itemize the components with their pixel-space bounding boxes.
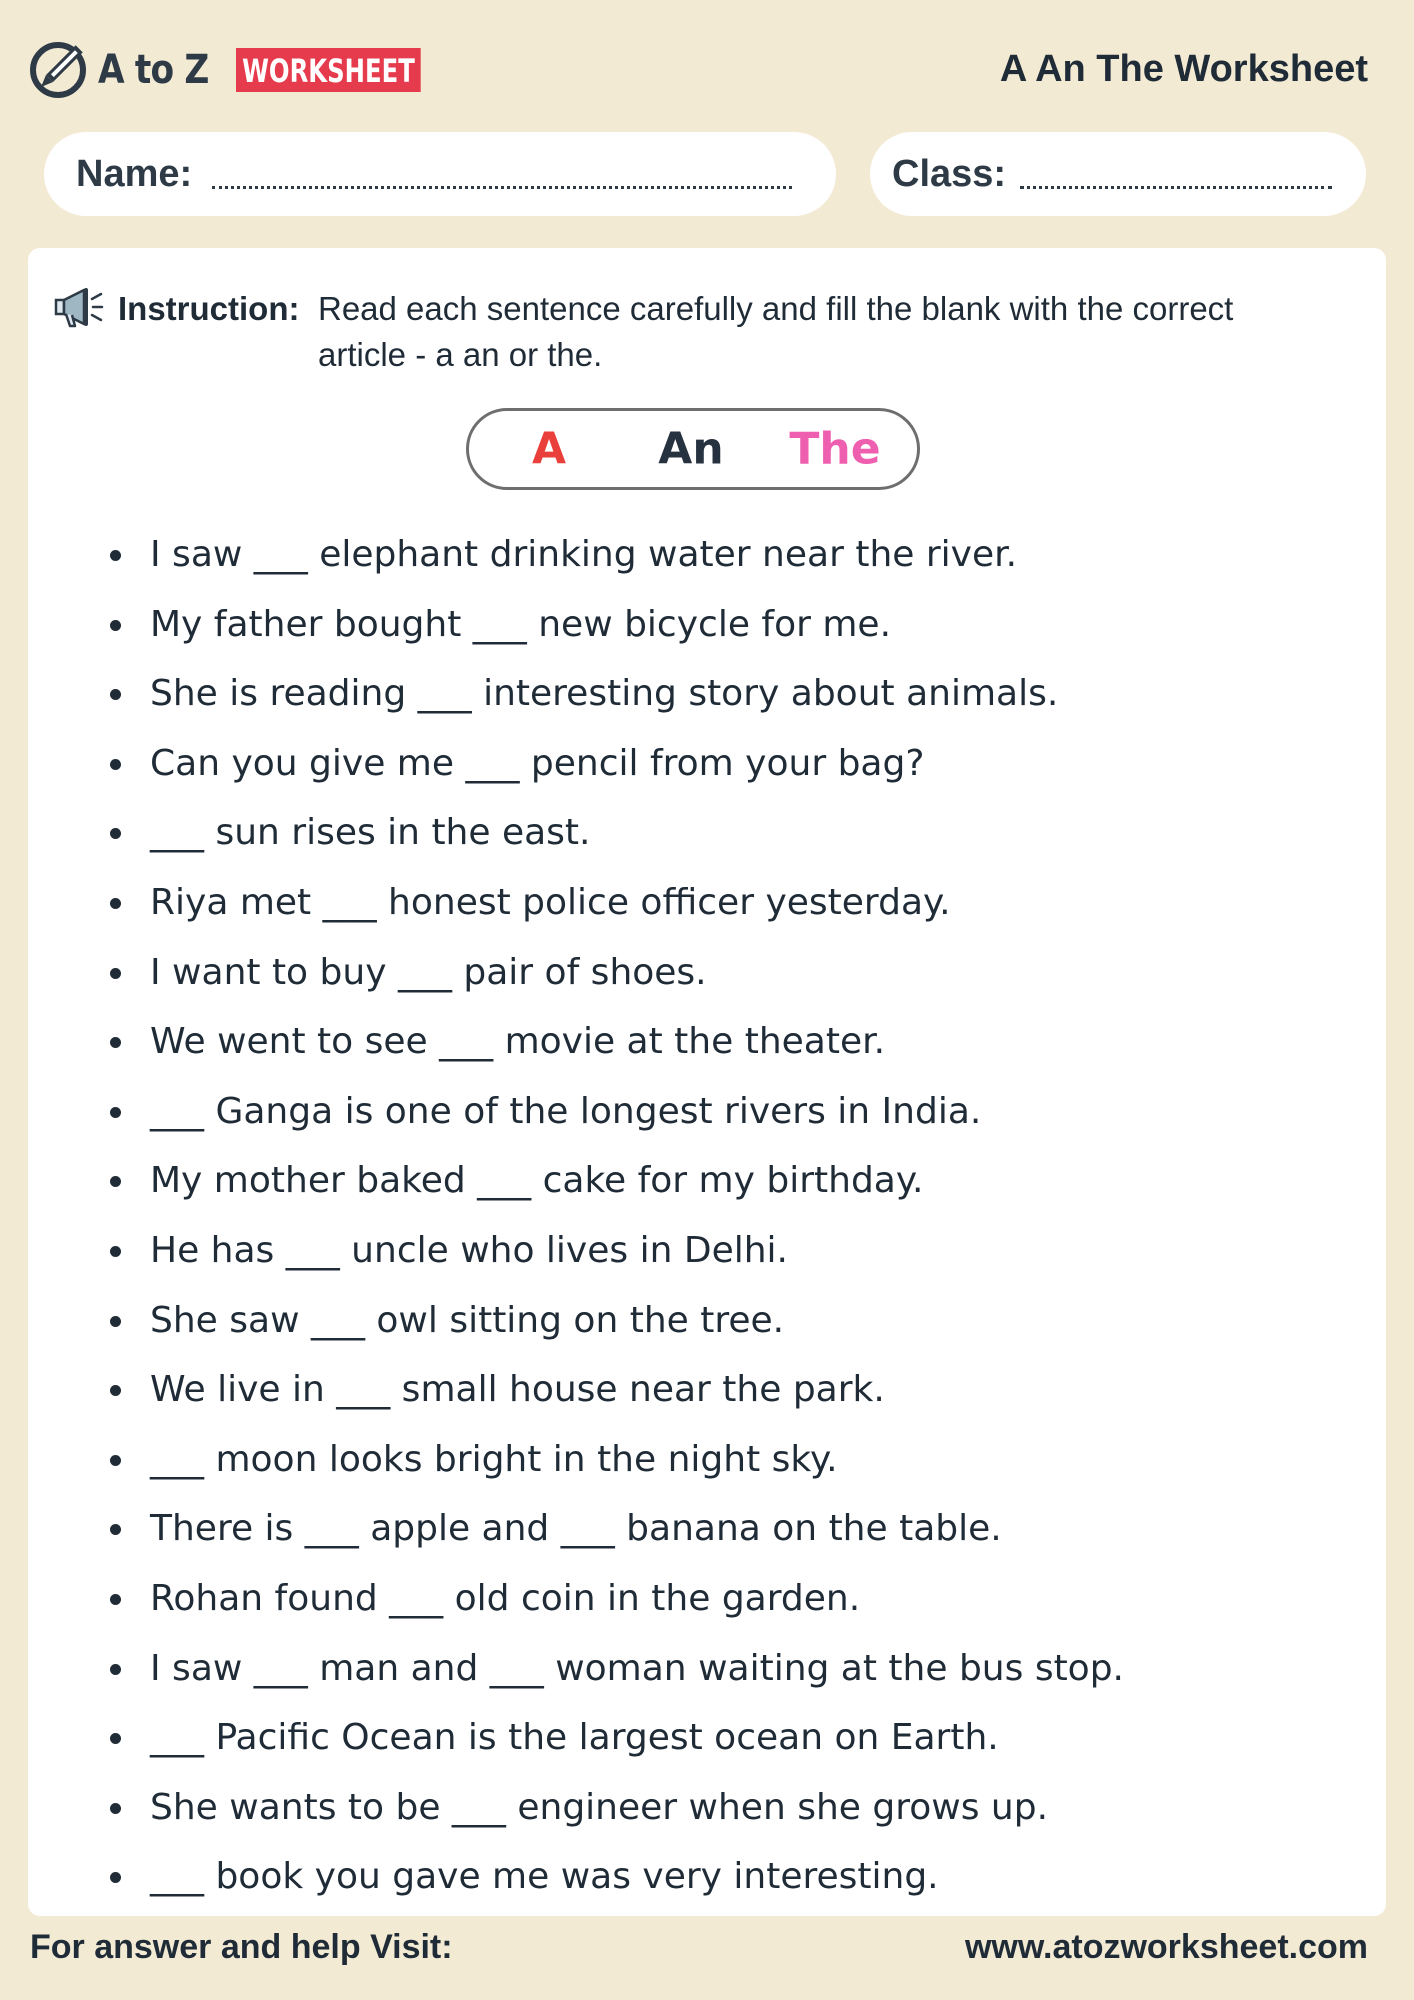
question-item[interactable]: My father bought ___ new bicycle for me. <box>110 590 1124 660</box>
question-item[interactable]: ___ sun rises in the east. <box>110 798 1124 868</box>
header <box>28 36 1368 104</box>
logo-pencil-icon <box>28 40 88 100</box>
article-the: The <box>789 423 881 475</box>
instruction-label: Instruction: <box>118 290 300 327</box>
logo[interactable] <box>28 36 480 104</box>
question-item[interactable]: There is ___ apple and ___ banana on the table. <box>110 1494 1124 1564</box>
question-list <box>110 520 1124 1912</box>
question-item[interactable]: He has ___ uncle who lives in Delhi. <box>110 1216 1124 1286</box>
footer-url-link[interactable]: www.atozworksheet.com <box>964 1928 1368 1966</box>
name-label: Name: <box>76 152 193 195</box>
logo-badge: WORKSHEET <box>236 48 421 92</box>
logo-text: A to Z <box>98 47 209 93</box>
class-label: Class: <box>892 152 1007 195</box>
class-field[interactable] <box>870 132 1366 216</box>
question-item[interactable]: ___ book you gave me was very interesting. <box>110 1842 1124 1912</box>
question-item[interactable]: ___ Ganga is one of the longest rivers in India. <box>110 1077 1124 1147</box>
question-item[interactable]: We went to see ___ movie at the theater. <box>110 1007 1124 1077</box>
question-item[interactable]: We live in ___ small house near the park. <box>110 1355 1124 1425</box>
article-a: A <box>531 423 567 475</box>
question-item[interactable]: Riya met ___ honest police officer yesterday. <box>110 868 1124 938</box>
class-dotted-line[interactable] <box>1020 186 1332 189</box>
question-item[interactable]: Rohan found ___ old coin in the garden. <box>110 1564 1124 1634</box>
worksheet-card <box>28 248 1386 1916</box>
name-field[interactable] <box>44 132 836 216</box>
footer-help-text: For answer and help Visit: <box>30 1928 453 1966</box>
question-item[interactable]: She is reading ___ interesting story about animals. <box>110 659 1124 729</box>
question-item[interactable]: I want to buy ___ pair of shoes. <box>110 938 1124 1008</box>
name-dotted-line[interactable] <box>212 186 792 189</box>
question-item[interactable]: ___ Pacific Ocean is the largest ocean on Earth. <box>110 1703 1124 1773</box>
question-item[interactable]: She saw ___ owl sitting on the tree. <box>110 1286 1124 1356</box>
articles-box <box>466 408 920 490</box>
instruction-text: Read each sentence carefully and fill the blank with the correct article - a an or the. <box>318 290 1234 373</box>
question-item[interactable]: I saw ___ elephant drinking water near the river. <box>110 520 1124 590</box>
question-item[interactable]: My mother baked ___ cake for my birthday. <box>110 1146 1124 1216</box>
question-item[interactable]: ___ moon looks bright in the night sky. <box>110 1425 1124 1495</box>
page-title: A An The Worksheet <box>999 48 1368 90</box>
megaphone-icon <box>52 286 104 330</box>
question-item[interactable]: I saw ___ man and ___ woman waiting at the bus stop. <box>110 1634 1124 1704</box>
question-item[interactable]: Can you give me ___ pencil from your bag? <box>110 729 1124 799</box>
article-an: An <box>658 423 724 475</box>
question-item[interactable]: She wants to be ___ engineer when she grows up. <box>110 1773 1124 1843</box>
